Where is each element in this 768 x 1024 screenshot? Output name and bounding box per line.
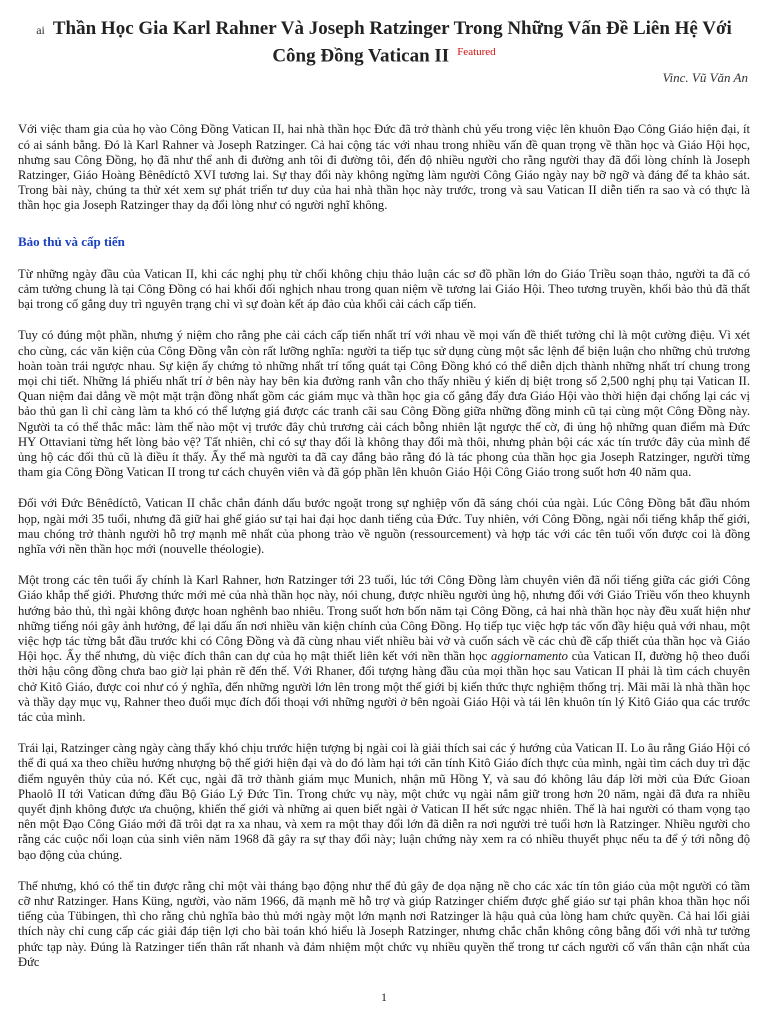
- body-paragraph-3: Đối với Đức Bênêdíctô, Vatican II chắc chắn đánh dấu bước ngoặt trong sự nghiệp vốn đã sáng chói của ngài. Lúc Công Đồng bắt đầu nhóm họp, ngài mới 35 tuổi, nhưng đã giữ hai ghế giáo sư tại hai đại học danh tiếng của Đức. Tuy nhiên, với Công Đồng, ngài nổi tiếng khắp thế giới, mau chóng trở thành người hỗ trợ mạnh mẽ nhất của phong trào về nguồn (ressourcement) và hợp tác với các tên tuổi vốn được coi là đồng nghĩa với nền thần học mới (nouvelle théologie).: [18, 496, 750, 556]
- featured-badge[interactable]: Featured: [457, 46, 496, 58]
- intro-paragraph: Với việc tham gia của họ vào Công Đồng Vatican II, hai nhà thần học Đức đã trở thành chủ yếu trong việc lên khuôn Đạo Công Giáo hiện đại, ít có ai sánh bằng. Đó là Karl Rahner và Joseph Ratzinger. Cả hai cộng tác với nhau trong nhiều vấn đề quan trọng về thần học và Giáo Hội học, nhưng sau Công Đồng, họ đã như thể anh đi đường anh tôi đi đường tôi, đến độ nhiều người cho rằng người thay đã đổi lòng chính là Joseph Ratzinger, Giáo Hoàng Bênêdíctô XVI tương lai. Sự thay đổi này không ngừng làm người Công Giáo ngày nay bỡ ngỡ và đáng để ta khảo sát. Trong bài này, chúng ta thử xét xem sự phát triển tư duy của hai nhà thần học này trước, trong và sau Vatican II diễn tiến ra sao và có thực là thần học gia Joseph Ratzinger thay dạ đổi lòng như có người nghĩ không.: [18, 122, 750, 213]
- page-number: 1: [381, 990, 387, 1004]
- body-paragraph-2: Tuy có đúng một phần, nhưng ý niệm cho rằng phe cải cách cấp tiến nhất trí với nhau về mọi vấn đề thiết tưởng chỉ là một cường điệu. Vì xét cho cùng, các văn kiện của Công Đồng vẫn còn rất lưỡng nghĩa: người ta tiếp tục sử dụng cùng một sắc lệnh để biện luận cho những chủ trương hoàn toàn trái ngược nhau. Sự kiện ấy chứng tỏ những nhất trí tổng quát tại Công Đồng khó có thể diễn dịch thành những nhất trí chung trong mọi chi tiết. Những lá phiếu nhất trí ở bên này hay bên kia đường ranh vẫn cho thấy nhiều ý kiến dị biệt trong số 2,500 nghị phụ tại Vatican II. Quan niệm đai dẳng về một mặt trận đồng nhất gồm các giám mục và thần học gia cố gắng đẩy đưa Giáo Hội vào thời hiện đại chống lại các vị bảo thủ gan lì chỉ càng làm ta khó có thể lượng giá được các tranh cãi sau Công Đồng giữa những đồng minh cũ tại cùng một Công Đồng này. Người ta có thể thắc mắc: làm thế nào một vị trước đây chủ trương cải cách bỗng nhiên lật ngược thế cờ, đi ủng hộ những quan điểm mà Đức HY Ottaviani từng hết lòng bảo vệ? Tất nhiên, chỉ có sự thay đổi là không thay đổi mà thôi, nhưng phản bội các xác tín trước đây của mình để ủng hộ các đối thủ cũ là điều ít thấy. Ấy thế mà người ta đã cay đắng bảo rằng đó là tác phong của thần học gia Joseph Ratzinger, người từng tham gia Công Đồng Vatican II trong tư cách chuyên viên và đã góp phần lên khuôn Giáo Hội Công Giáo trong suốt hơn 40 năm qua.: [18, 328, 750, 480]
- italic-term: aggiornamento: [491, 649, 568, 664]
- article-header: [18, 0, 750, 68]
- paragraph-4-part-b: của Vatican II, đường hộ theo đuổi thời hậu công đồng chưa bao giờ lại phản rẽ đến thế. Với Rhaner, đổi tượng hàng đầu của mọi thần học sau Vatican II phải là tìm cách chuyên chở Kitô Giáo, được coi như có ý nghĩa, đến những người lớn lên trong một thế giới bị kiến thức thực nghiệm thống trị. Mãi mãi là nhà thần học và thầy dạy mục vụ, Rahner theo đuổi mục đích đối thoại với những người ở bên ngoài Giáo Hội và tái lên khuôn tín lý Kitô Giáo qua các trước tác của mình.: [18, 649, 750, 725]
- body-paragraph-6: Thế nhưng, khó có thể tin được rằng chỉ một vài tháng bạo động như thế đủ gây đe dọa nặng nề cho các xác tín tôn giáo của một người có tầm cỡ như Ratzinger. Hans Küng, người, vào năm 1966, đã mạnh mẽ hỗ trợ và giúp Ratzinger chiếm được ghế giáo sư tại phân khoa thần học nổi tiếng của Tübingen, thì cho rằng chủ nghĩa bảo thủ mới ngày một lớn mạnh nơi Ratzinger là hậu quả của lòng ham chức quyền. Cả hai lối giải thích này chỉ cung cấp các giải đáp tiện lợi cho bài toán khó hiểu là Joseph Ratzinger, nhưng chắc chắn không công bằng đối với nhà tư tưởng phức tạp này. Đúng là Ratzinger tiến thân rất nhanh và đảm nhiệm một chức vụ nhiều quyền thế trong tư cách người cố vấn thân cận nhất của Đức: [18, 878, 750, 969]
- page-title: Thần Học Gia Karl Rahner Và Joseph Ratzinger Trong Những Vấn Đề Liên Hệ Với Công Đồng Vatican II: [52, 18, 732, 67]
- paragraph-4-part-a: Một trong các tên tuổi ấy chính là Karl Rahner, hơn Ratzinger tới 23 tuổi, lúc tới Công Đồng làm chuyên viên đã nổi tiếng giữa các giới Công Giáo khắp thế giới. Phương thức mới mẻ của nhà thần học này, nói chung, được nhiều người ủng hộ, nhưng đối với Giáo Triều vốn theo khuynh hướng bảo thủ, thì ngài không được hoan nghênh bao nhiêu. Trong suốt hơn bốn năm tại Công Đồng, cả hai nhà thần học này đều xuất hiện như những tiếng nói gây ảnh hưởng, để lại dấu ấn nơi nhiều văn kiện chính của Công Đồng. Họ tiếp tục việc hợp tác vốn đầy hiệu quả với nhau, một việc hợp tác từng bắt đầu trước khi có Công Đồng và đã cùng nhau viết nhiều bài vở và cuốn sách về các chủ đề cấp thiết của thần học và Giáo Hội học. Ấy thế nhưng, dù việc đích thân can dự của họ mật thiết liên kết với nền thần học: [18, 573, 750, 664]
- body-paragraph-1: Từ những ngày đầu của Vatican II, khi các nghị phụ từ chối không chịu thảo luận các sơ đồ phần lớn do Giáo Triều soạn thảo, người ta đã có cảm tưởng chung là tại Công Đồng có hai khối đối nghịch nhau trong quan niệm về tương lai Giáo Hội. Theo tương truyền, khối bảo thủ đã thất bại trong cố gắng duy trì nguyên trạng chỉ vì sự đoàn kết áp đảo của khối cải cách cấp tiến.: [18, 266, 750, 312]
- author-name: Vinc. Vũ Văn An: [662, 70, 748, 86]
- article-body: [18, 122, 750, 970]
- body-paragraph-4: [18, 573, 750, 725]
- body-paragraph-5: Trái lại, Ratzinger càng ngày càng thấy khó chịu trước hiện tượng bị ngài coi là giải thích sai các ý hướng của Vatican II. Lo âu rằng Giáo Hội có thể đi quá xa theo chiều hướng nhượng bộ thế giới hiện đại và do đó làm hại tới căn tính Kitô Giáo đích thực của mình, ngài tìm cách duy trì đặc điểm nguyên thủy của nó. Kết cục, ngài đã trở thành giám mục Munich, nhận mũ Hồng Y, và sau đó không lâu đáp lời mời của Đức Gioan Phaolô II tới Vatican đứng đầu Bộ Giáo Lý Đức Tin. Trong chức vụ này, một chức vụ ngài nắm giữ trong hơn 20 năm, ngài đã đưa ra nhiều quyết định không được ưa chuộng, khiến thế giới và những ai quen biết ngài ở Vatican II hết sức ngạc nhiên. Thế là hai người có tham vọng tạo nên một Đạo Công Giáo mới đã trôi dạt ra xa nhau, và xem ra một thay đổi lớn đã diễn ra nơi người trẻ tuổi hơn là Ratzinger. Nhiều người cho rằng các cuộc nổi loạn của sinh viên năm 1968 đã gây ra sự thay đổi này; luận chứng này xem ra có nhiều thuyết phục nếu ta để ý tới nỗng độ bạo động của chúng.: [18, 741, 750, 862]
- title-prefix: ai: [36, 23, 45, 37]
- section-heading: Bảo thủ và cấp tiến: [18, 233, 125, 249]
